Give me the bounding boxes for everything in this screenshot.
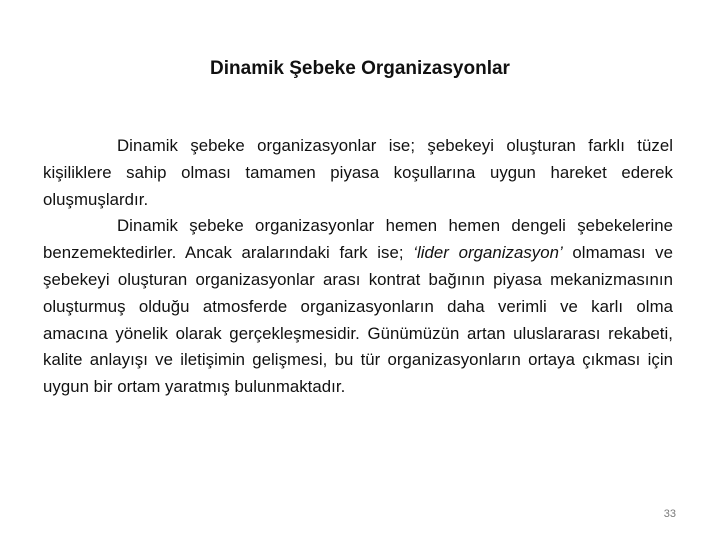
- paragraph-2: [43, 213, 673, 401]
- page-number: 33: [663, 508, 676, 520]
- paragraph-2-italic: ‘lider organizasyon’: [413, 243, 563, 263]
- body-text: [43, 133, 673, 401]
- slide-title: Dinamik Şebeke Organizasyonlar: [210, 58, 510, 79]
- paragraph-2-part-2: olmaması ve şebekeyi oluşturan organizasyonlar arası kontrat bağının piyasa mekanizmasının oluşturmuş olduğu atmosferde organizasyonların daha verimli ve karlı olma amacına yönelik olarak gerçekleşmesidir. Günümüzün artan uluslararası rekabeti, kalite anlayışı ve iletişimin gelişmesi, bu tür organizasyonların ortaya çıkması için uygun bir ortam yaratmış bulunmaktadır.: [43, 243, 674, 397]
- paragraph-1: Dinamik şebeke organizasyonlar ise; şebekeyi oluşturan farklı tüzel kişiliklere sahip olması tamamen piyasa koşullarına uygun hareket ederek oluşmuşlardır.: [43, 136, 673, 209]
- paragraph-2-part-1: Dinamik şebeke organizasyonlar hemen hemen dengeli şebekelerine benzemektedirler. Ancak aralarındaki fark ise;: [43, 216, 673, 263]
